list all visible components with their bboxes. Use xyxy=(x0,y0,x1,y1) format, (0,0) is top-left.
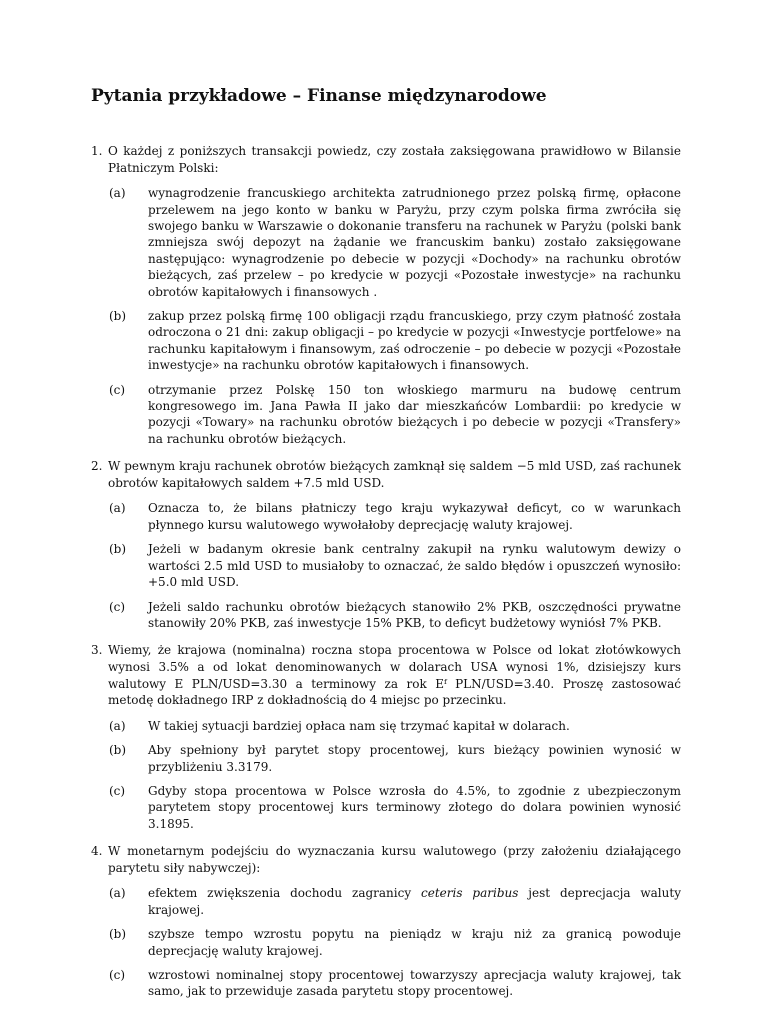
item-label: (c) xyxy=(109,783,126,798)
item-text: Gdyby stopa procentowa w Polsce wzrosła do 4.5%, to zgodnie z ubezpieczonym parytetem stopy procentowej kurs terminowy złotego do dolara powinien wynosić 3.1895. xyxy=(148,783,681,831)
list-item xyxy=(108,885,681,918)
list-item xyxy=(108,185,681,300)
list-item xyxy=(108,783,681,832)
question-number: 4. xyxy=(91,844,103,859)
question-text: Wiemy, że krajowa (nominalna) roczna stopa procentowa w Polsce od lokat złotówkowych wynosi 3.5% a od lokat denominowanych w dolarach USA wynosi 1%, dzisiejszy kurs walutowy E PLN/USD=3.30 a terminowy za rok Eᶠ PLN/USD=3.40. Proszę zastosować metodę dokładnego IRP z dokładnością do 4 miejsc po przecinku. xyxy=(108,643,681,708)
question-text: O każdej z poniższych transakcji powiedz, czy została zaksięgowana prawidłowo w Bilansie Płatniczym Polski: xyxy=(108,144,681,175)
item-label: (c) xyxy=(109,599,126,614)
item-label: (b) xyxy=(109,743,127,758)
list-item xyxy=(108,541,681,590)
list-item xyxy=(108,382,681,448)
item-label: (b) xyxy=(109,309,127,324)
item-label: (b) xyxy=(109,927,127,942)
item-label: (b) xyxy=(109,542,127,557)
item-text: Oznacza to, że bilans płatniczy tego kraju wykazywał deficyt, co w warunkach płynnego kursu walutowego wywołałoby deprecjację waluty krajowej. xyxy=(148,501,681,532)
item-text: Jeżeli saldo rachunku obrotów bieżących stanowiło 2% PKB, oszczędności prywatne stanowiły 20% PKB, zaś inwestycje 15% PKB, to deficyt budżetowy wyniósł 7% PKB. xyxy=(148,599,681,630)
list-item xyxy=(108,599,681,632)
question-list xyxy=(91,143,681,1011)
question-number: 2. xyxy=(91,459,103,474)
question-4 xyxy=(91,843,681,1000)
question-text: W pewnym kraju rachunek obrotów bieżących zamknął się saldem −5 mld USD, zaś rachunek obrotów kapitałowych saldem +7.5 mld USD. xyxy=(108,459,681,490)
item-label: (a) xyxy=(109,886,126,901)
question-1 xyxy=(91,143,681,447)
item-label: (a) xyxy=(109,718,126,733)
list-item xyxy=(108,926,681,959)
item-label: (a) xyxy=(109,186,126,201)
list-item xyxy=(108,967,681,1000)
item-text: W takiej sytuacji bardziej opłaca nam się trzymać kapitał w dolarach. xyxy=(148,718,570,733)
list-item xyxy=(108,308,681,374)
item-text: Aby spełniony był parytet stopy procentowej, kurs bieżący powinien wynosić w przybliżeniu 3.3179. xyxy=(148,743,681,774)
item-text xyxy=(148,885,681,918)
question-3 xyxy=(91,642,681,832)
italic-phrase: ceteris paribus xyxy=(421,886,519,901)
question-text: W monetarnym podejściu do wyznaczania kursu walutowego (przy założeniu działającego parytetu siły nabywczej): xyxy=(108,844,681,875)
question-2 xyxy=(91,458,681,631)
item-text: Jeżeli w badanym okresie bank centralny zakupił na rynku walutowym dewizy o wartości 2.5 mld USD to musiałoby to oznaczać, że saldo błędów i opuszczeń wynosiło: +5.0 mld USD. xyxy=(148,542,681,590)
item-text: zakup przez polską firmę 100 obligacji rządu francuskiego, przy czym płatność została odroczona o 21 dni: zakup obligacji – po kredycie w pozycji «Inwestycje portfelowe» na rachunku kapitałowym i finansowym, zaś odroczenie – po debecie w pozycji «Pozostałe inwestycje» na rachunku obrotów kapitałowych i finansowych. xyxy=(148,309,681,373)
list-item xyxy=(108,718,681,734)
item-label: (a) xyxy=(109,501,126,516)
item-label: (c) xyxy=(109,382,126,397)
question-number: 1. xyxy=(91,144,103,158)
item-text-end: jest deprecjacja waluty krajowej. xyxy=(148,886,681,917)
list-item xyxy=(108,742,681,775)
list-item xyxy=(108,500,681,533)
item-text: wzrostowi nominalnej stopy procentowej towarzyszy aprecjacja waluty krajowej, tak samo, jak to przewiduje zasada parytetu stopy procentowej. xyxy=(148,967,681,999)
item-text-start: efektem zwiększenia dochodu zagranicy xyxy=(148,886,422,901)
page-title: Pytania przykładowe – Finanse międzynarodowe xyxy=(91,86,547,106)
item-text: otrzymanie przez Polskę 150 ton włoskiego marmuru na budowę centrum kongresowego im. Jana Pawła II jako dar mieszkańców Lombardii: po kredycie w pozycji «Towary» na rachunku obrotów bieżących i po debecie w pozycji «Transfery» na rachunku obrotów bieżących. xyxy=(148,382,681,446)
item-text: wynagrodzenie francuskiego architekta zatrudnionego przez polską firmę, opłacone przelewem na jego konto w banku w Paryżu, przy czym polska firma zwróciła się swojego banku w Warszawie o dokonanie transferu na rachunek w Paryżu (polski bank zmniejsza swój depozyt na żądanie we francuskim banku) zostało zaksięgowane następująco: wynagrodzenie po debecie w pozycji «Dochody» na rachunku obrotów bieżących, zaś przelew – po kredycie w pozycji «Pozostałe inwestycje» na rachunku obrotów kapitałowych i finansowych . xyxy=(148,186,681,299)
item-text: szybsze tempo wzrostu popytu na pieniądz w kraju niż za granicą powoduje deprecjację waluty krajowej. xyxy=(148,927,681,958)
item-label: (c) xyxy=(109,967,126,982)
question-number: 3. xyxy=(91,643,103,658)
